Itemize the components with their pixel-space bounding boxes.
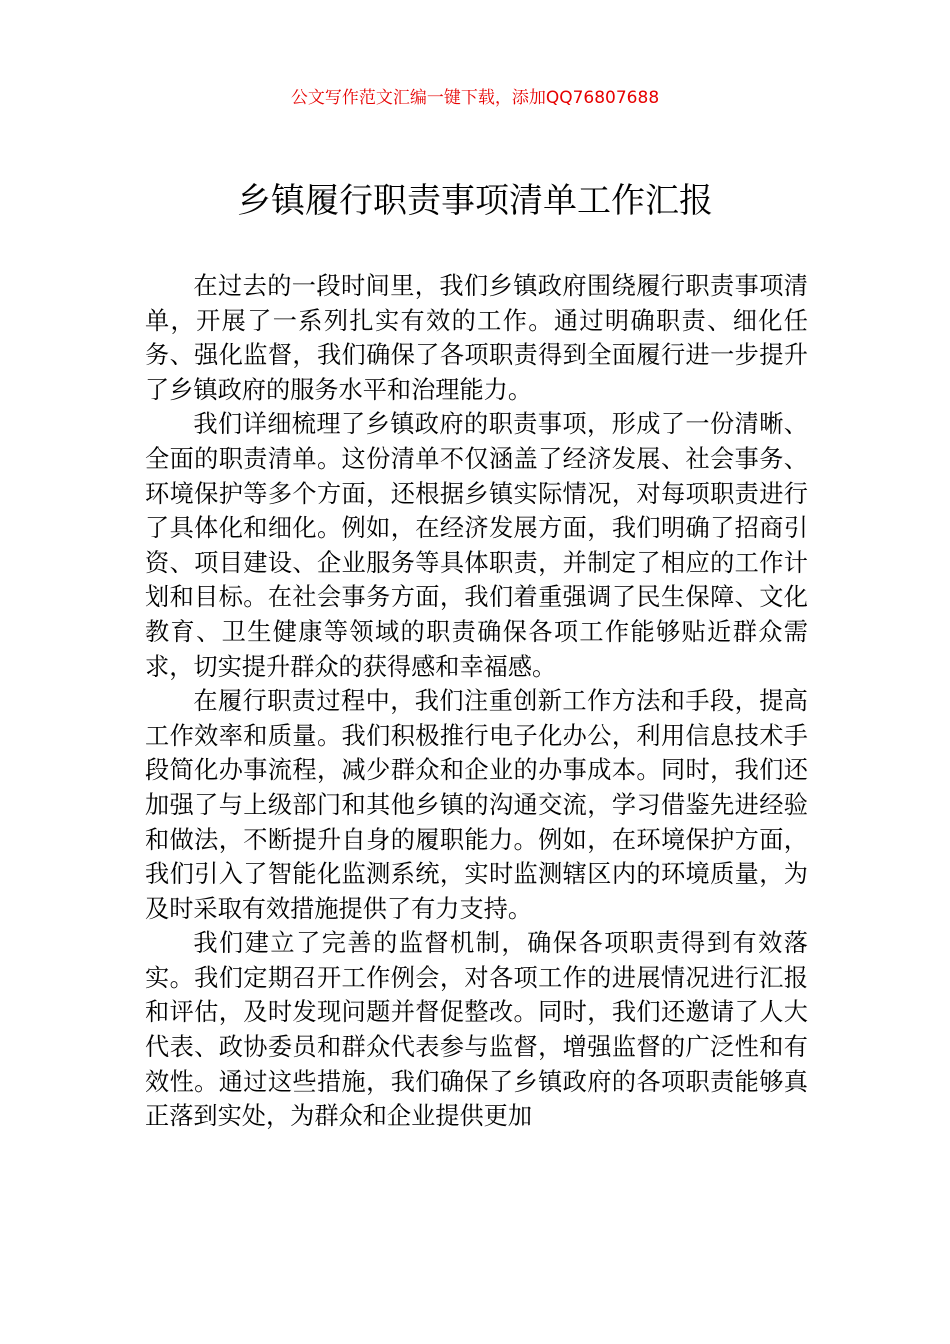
document-body (145, 269, 808, 1134)
paragraph-2: 我们详细梳理了乡镇政府的职责事项，形成了一份清晰、全面的职责清单。这份清单不仅涵盖了经济发展、社会事务、环境保护等多个方面，还根据乡镇实际情况，对每项职责进行了具体化和细化。例如，在经济发展方面，我们明确了招商引资、项目建设、企业服务等具体职责，并制定了相应的工作计划和目标。在社会事务方面，我们着重强调了民生保障、文化教育、卫生健康等领域的职责确保各项工作能够贴近群众需求，切实提升群众的获得感和幸福感。 (145, 410, 808, 681)
paragraph-4: 我们建立了完善的监督机制，确保各项职责得到有效落实。我们定期召开工作例会，对各项工作的进展情况进行汇报和评估，及时发现问题并督促整改。同时，我们还邀请了人大代表、政协委员和群众代表参与监督，增强监督的广泛性和有效性。通过这些措施，我们确保了乡镇政府的各项职责能够真正落到实处，为群众和企业提供更加 (145, 929, 808, 1131)
paragraph-3: 在履行职责过程中，我们注重创新工作方法和手段，提高工作效率和质量。我们积极推行电子化办公，利用信息技术手段简化办事流程，减少群众和企业的办事成本。同时，我们还加强了与上级部门和其他乡镇的沟通交流，学习借鉴先进经验和做法，不断提升自身的履职能力。例如，在环境保护方面，我们引入了智能化监测系统，实时监测辖区内的环境质量，为及时采取有效措施提供了有力支持。 (145, 687, 808, 923)
document-title: 乡镇履行职责事项清单工作汇报 (237, 181, 713, 221)
download-banner: 公文写作范文汇编一键下载，添加QQ76807688 (290, 88, 660, 108)
paragraph-1: 在过去的一段时间里，我们乡镇政府围绕履行职责事项清单，开展了一系列扎实有效的工作。通过明确职责、细化任务、强化监督，我们确保了各项职责得到全面履行进一步提升了乡镇政府的服务水平和治理能力。 (145, 272, 808, 404)
